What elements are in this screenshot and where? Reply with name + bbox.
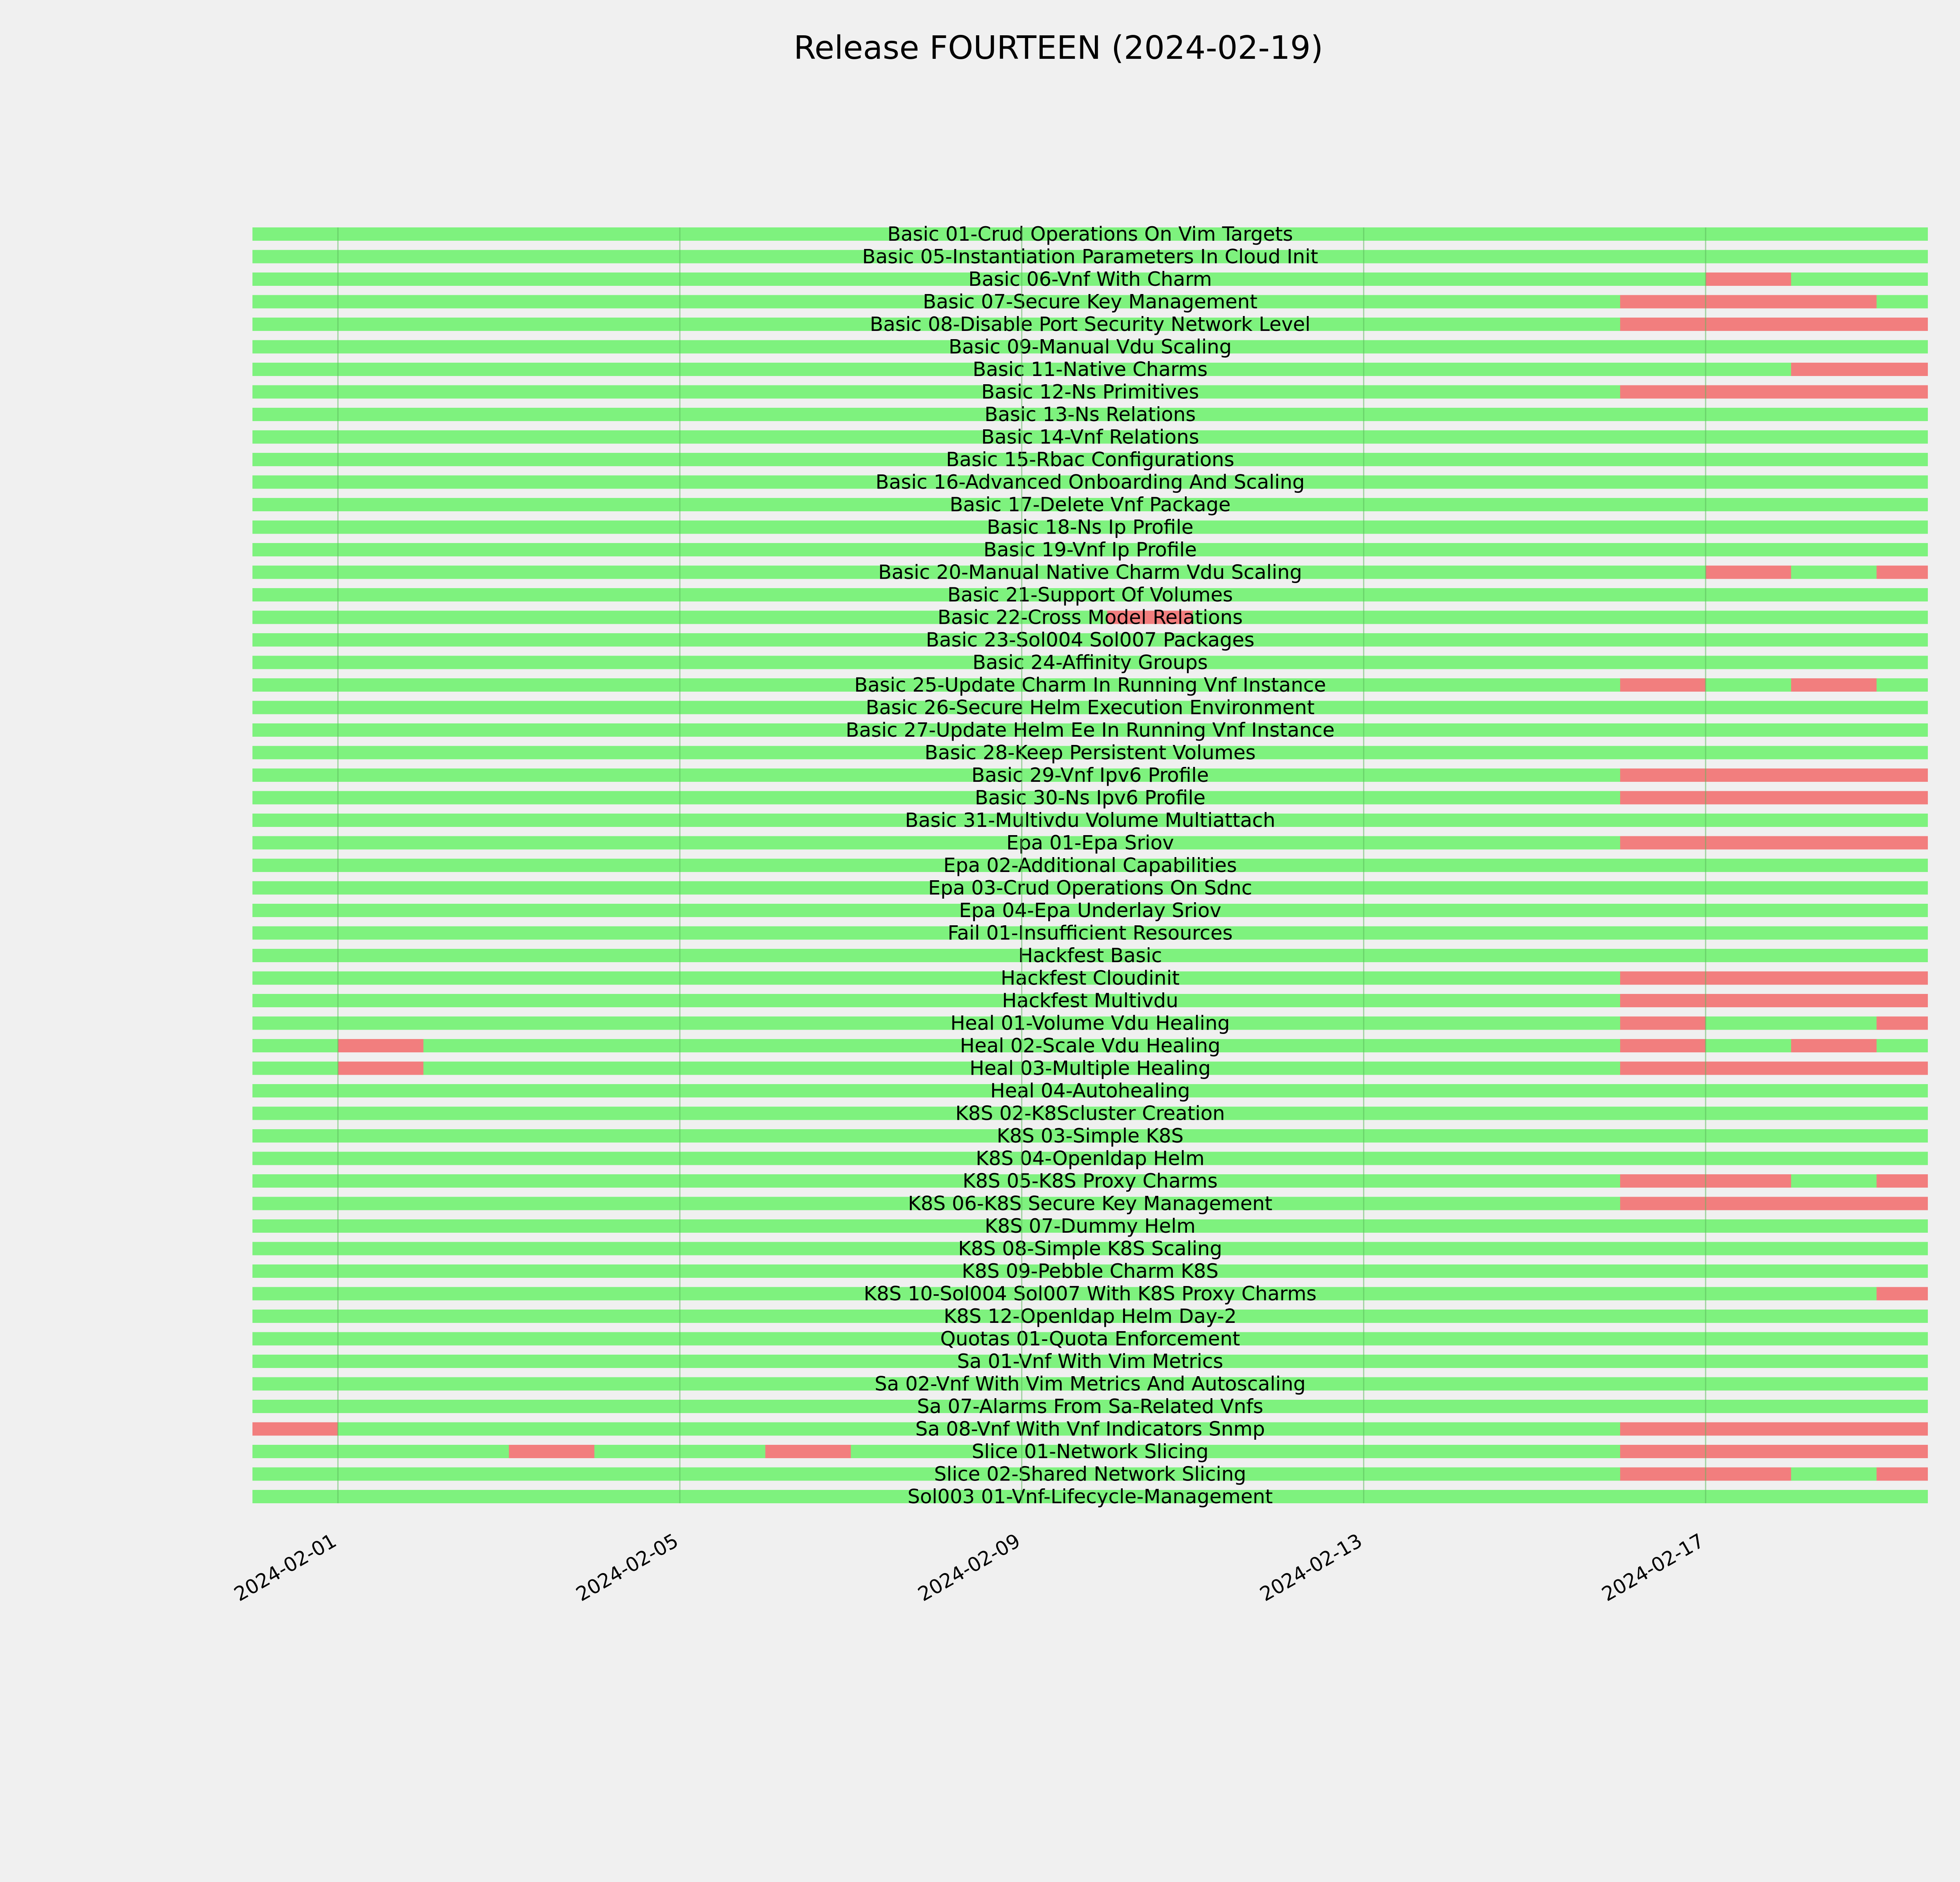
- timeline-row: [252, 1147, 1928, 1170]
- timeline-row: [252, 313, 1928, 336]
- timeline-row: [252, 1102, 1928, 1125]
- timeline-row: [252, 741, 1928, 764]
- fail-bar: [1620, 1017, 1706, 1030]
- fail-bar: [1620, 295, 1877, 309]
- timeline-row: [252, 696, 1928, 719]
- timeline-row: [252, 854, 1928, 877]
- row-label: K8S 08-Simple K8S Scaling: [958, 1237, 1222, 1260]
- timeline-row: [252, 1237, 1928, 1260]
- row-label: Basic 01-Crud Operations On Vim Targets: [887, 223, 1293, 245]
- row-label: Basic 14-Vnf Relations: [981, 425, 1200, 449]
- timeline-row: [252, 268, 1928, 291]
- timeline-row: [252, 1260, 1928, 1283]
- row-label: Hackfest Multivdu: [1002, 989, 1178, 1012]
- row-label: Sol003 01-Vnf-Lifecycle-Management: [907, 1485, 1273, 1508]
- timeline-row: [252, 1350, 1928, 1373]
- fail-bar: [1791, 363, 1928, 376]
- chart-title: Release FOURTEEN (2024-02-19): [793, 29, 1323, 67]
- timeline-row: [252, 922, 1928, 945]
- row-label: Heal 03-Multiple Healing: [969, 1057, 1211, 1080]
- fail-bar: [1620, 768, 1928, 782]
- row-label: K8S 05-K8S Proxy Charms: [962, 1170, 1218, 1192]
- timeline-row: [252, 1057, 1928, 1080]
- fail-bar: [1791, 1039, 1877, 1052]
- timeline-row: [252, 719, 1928, 741]
- timeline-row: [252, 832, 1928, 854]
- fail-bar: [1620, 791, 1928, 805]
- timeline-row: [252, 674, 1928, 696]
- timeline-row: [252, 223, 1928, 245]
- fail-bar: [1620, 1039, 1706, 1052]
- fail-bar: [509, 1445, 594, 1458]
- timeline-row: [252, 764, 1928, 787]
- x-tick-label: 2024-02-17: [1598, 1529, 1708, 1606]
- row-label: K8S 04-Openldap Helm: [976, 1147, 1205, 1170]
- row-label: Basic 06-Vnf With Charm: [968, 268, 1212, 291]
- timeline-row: [252, 1170, 1928, 1192]
- fail-bar: [1706, 272, 1791, 286]
- row-label: Basic 15-Rbac Configurations: [946, 448, 1234, 471]
- timeline-row: [252, 583, 1928, 606]
- timeline-row: [252, 944, 1928, 967]
- timeline-row: [252, 1373, 1928, 1395]
- row-label: Heal 04-Autohealing: [990, 1079, 1190, 1102]
- timeline-row: [252, 1192, 1928, 1215]
- timeline-row: [252, 1124, 1928, 1147]
- fail-bar: [1877, 1468, 1928, 1481]
- timeline-row: [252, 1012, 1928, 1035]
- row-label: K8S 02-K8Scluster Creation: [955, 1102, 1225, 1125]
- timeline-row: [252, 629, 1928, 651]
- row-label: Hackfest Cloudinit: [1000, 966, 1180, 990]
- fail-bar: [1706, 566, 1791, 579]
- fail-bar: [1620, 678, 1706, 692]
- row-label: Epa 01-Epa Sriov: [1006, 831, 1174, 854]
- fail-bar: [1620, 1445, 1928, 1458]
- timeline-row: [252, 1485, 1928, 1508]
- timeline-row: [252, 989, 1928, 1012]
- timeline-row: [252, 1418, 1928, 1441]
- fail-bar: [338, 1062, 423, 1075]
- row-label: Sa 08-Vnf With Vnf Indicators Snmp: [915, 1417, 1265, 1441]
- fail-bar: [1620, 972, 1928, 985]
- row-label: Epa 03-Crud Operations On Sdnc: [928, 876, 1252, 899]
- row-label: Sa 02-Vnf With Vim Metrics And Autoscaling: [875, 1372, 1306, 1395]
- row-label: Epa 04-Epa Underlay Sriov: [959, 899, 1221, 922]
- row-label: Sa 07-Alarms From Sa-Related Vnfs: [917, 1395, 1263, 1418]
- timeline-row: [252, 493, 1928, 516]
- row-label: Basic 11-Native Charms: [973, 358, 1208, 381]
- row-label: Basic 05-Instantiation Parameters In Cloud Init: [862, 245, 1318, 268]
- row-label: K8S 12-Openldap Helm Day-2: [944, 1305, 1237, 1328]
- x-tick-label: 2024-02-13: [1256, 1529, 1366, 1606]
- fail-bar: [1877, 566, 1928, 579]
- row-label: Basic 20-Manual Native Charm Vdu Scaling: [878, 561, 1302, 584]
- timeline-row: [252, 245, 1928, 268]
- fail-bar: [1620, 994, 1928, 1007]
- timeline-row: [252, 1440, 1928, 1463]
- fail-bar: [1791, 678, 1877, 692]
- timeline-row: [252, 967, 1928, 990]
- timeline-row: [252, 291, 1928, 313]
- timeline-row: [252, 1215, 1928, 1237]
- row-label: Basic 26-Secure Helm Execution Environment: [866, 696, 1315, 719]
- fail-bar: [1877, 1174, 1928, 1188]
- row-label: Heal 01-Volume Vdu Healing: [950, 1012, 1230, 1035]
- row-label: Basic 17-Delete Vnf Package: [949, 493, 1231, 516]
- rows-layer: [252, 223, 1928, 1508]
- timeline-row: [252, 877, 1928, 899]
- fail-bar: [1620, 318, 1928, 331]
- row-label: Basic 24-Affinity Groups: [972, 651, 1208, 674]
- row-label: Basic 23-Sol004 Sol007 Packages: [926, 629, 1255, 651]
- timeline-row: [252, 651, 1928, 674]
- row-label: K8S 03-Simple K8S: [996, 1124, 1184, 1147]
- row-label: Basic 30-Ns Ipv6 Profile: [975, 786, 1206, 809]
- fail-bar: [1877, 1287, 1928, 1301]
- row-label: Slice 01-Network Slicing: [971, 1440, 1209, 1463]
- row-label: Epa 02-Additional Capabilities: [943, 854, 1237, 877]
- timeline-row: [252, 1305, 1928, 1328]
- row-label: Basic 13-Ns Relations: [984, 403, 1196, 426]
- row-label: Basic 08-Disable Port Security Network Level: [869, 313, 1311, 336]
- fail-bar: [1620, 836, 1928, 850]
- fail-bar: [1620, 1197, 1928, 1210]
- timeline-row: [252, 471, 1928, 494]
- timeline-row: [252, 561, 1928, 584]
- fail-bar: [1620, 385, 1928, 399]
- row-label: Sa 01-Vnf With Vim Metrics: [957, 1350, 1223, 1373]
- timeline-row: [252, 381, 1928, 403]
- timeline-row: [252, 1463, 1928, 1486]
- row-label: Basic 07-Secure Key Management: [923, 290, 1258, 313]
- row-label: K8S 06-K8S Secure Key Management: [908, 1192, 1272, 1215]
- row-label: K8S 10-Sol004 Sol007 With K8S Proxy Charms: [864, 1282, 1317, 1305]
- row-label: K8S 09-Pebble Charm K8S: [962, 1260, 1219, 1283]
- row-label: Basic 25-Update Charm In Running Vnf Instance: [854, 674, 1326, 696]
- row-label: Heal 02-Scale Vdu Healing: [960, 1034, 1221, 1057]
- row-label: Basic 19-Vnf Ip Profile: [983, 538, 1197, 561]
- timeline-row: [252, 426, 1928, 449]
- timeline-row: [252, 606, 1928, 629]
- x-axis: [230, 1529, 1708, 1606]
- row-label: Basic 28-Keep Persistent Volumes: [924, 741, 1256, 764]
- row-label: Quotas 01-Quota Enforcement: [940, 1327, 1240, 1350]
- fail-bar: [338, 1039, 423, 1052]
- row-label: Basic 21-Support Of Volumes: [947, 583, 1233, 606]
- timeline-row: [252, 448, 1928, 471]
- timeline-row: [252, 809, 1928, 832]
- row-label: Slice 02-Shared Network Slicing: [934, 1462, 1247, 1486]
- timeline-row: [252, 336, 1928, 358]
- timeline-row: [252, 1079, 1928, 1102]
- x-tick-label: 2024-02-05: [572, 1529, 682, 1606]
- fail-bar: [1620, 1422, 1928, 1436]
- fail-bar: [1620, 1062, 1928, 1075]
- fail-bar: [765, 1445, 851, 1458]
- row-label: Hackfest Basic: [1018, 944, 1162, 967]
- row-label: Basic 27-Update Helm Ee In Running Vnf Instance: [846, 719, 1335, 741]
- timeline-row: [252, 516, 1928, 539]
- row-label: Basic 18-Ns Ip Profile: [987, 516, 1194, 539]
- row-label: Basic 09-Manual Vdu Scaling: [948, 335, 1232, 358]
- row-label: Basic 29-Vnf Ipv6 Profile: [971, 764, 1209, 787]
- row-label: Basic 16-Advanced Onboarding And Scaling: [875, 470, 1305, 494]
- row-label: Basic 22-Cross Model Relations: [937, 606, 1243, 629]
- timeline-row: [252, 538, 1928, 561]
- fail-bar: [252, 1422, 338, 1436]
- timeline-row: [252, 1395, 1928, 1418]
- timeline-row: [252, 403, 1928, 426]
- timeline-row: [252, 787, 1928, 809]
- row-label: K8S 07-Dummy Helm: [985, 1215, 1196, 1237]
- fail-bar: [1877, 1017, 1928, 1030]
- row-label: Fail 01-Insufficient Resources: [947, 921, 1233, 945]
- row-label: Basic 31-Multivdu Volume Multiattach: [905, 809, 1276, 832]
- timeline-row: [252, 1328, 1928, 1350]
- x-tick-label: 2024-02-09: [914, 1529, 1024, 1606]
- timeline-row: [252, 1283, 1928, 1305]
- timeline-row: [252, 899, 1928, 922]
- x-tick-label: 2024-02-01: [230, 1529, 341, 1606]
- timeline-row: [252, 358, 1928, 381]
- row-label: Basic 12-Ns Primitives: [981, 380, 1199, 403]
- timeline-row: [252, 1034, 1928, 1057]
